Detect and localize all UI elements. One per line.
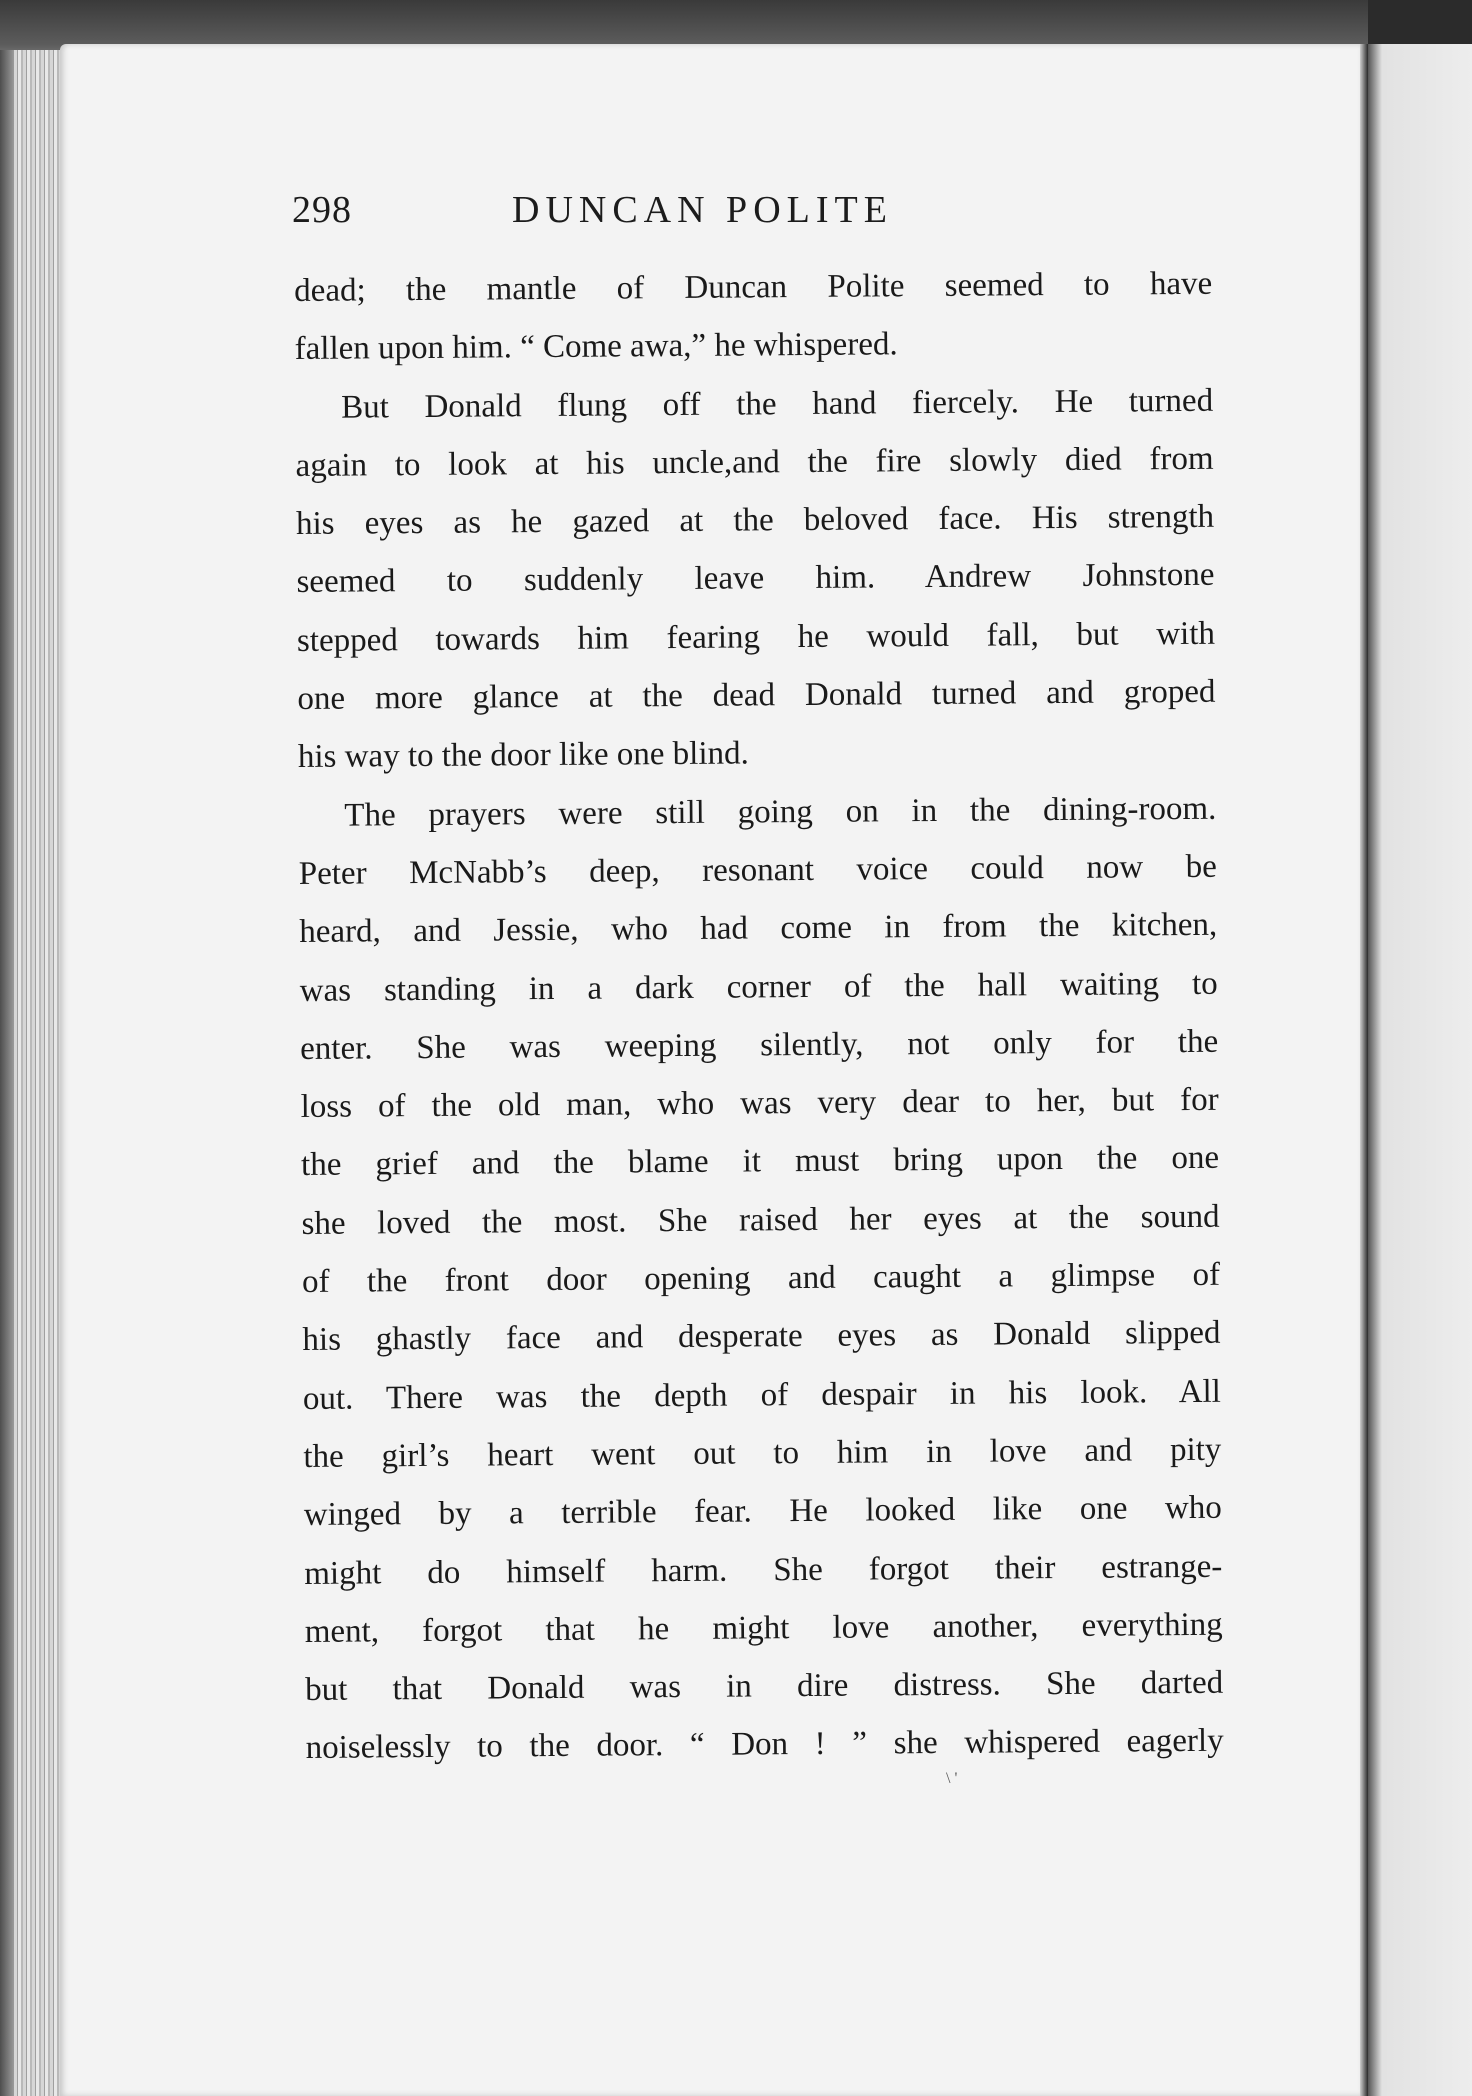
text-line: noiselessly to the door. “ Don ! ” she whispered eagerly bbox=[305, 1723, 1224, 1767]
text-line: one more glance at the dead Donald turned and groped bbox=[297, 673, 1216, 718]
text-line: heard, and Jessie, who had come in from the kitchen, bbox=[299, 907, 1218, 951]
paragraph-first-line: The prayers were still going on in the dining-room. bbox=[344, 790, 1217, 834]
text-line: seemed to suddenly leave him. Andrew Johnstone bbox=[296, 557, 1215, 601]
text-line: his way to the door like one blind. bbox=[297, 735, 749, 776]
facing-page-edge bbox=[1368, 44, 1472, 2096]
running-header bbox=[292, 188, 1212, 240]
text-line: stepped towards him fearing he would fall, but with bbox=[296, 615, 1216, 659]
facing-page-shadow bbox=[1368, 0, 1472, 44]
text-line: out. There was the depth of despair in his look. All bbox=[302, 1373, 1222, 1417]
text-line: of the front door opening and caught a glimpse of bbox=[301, 1256, 1221, 1301]
text-line: dead; the mantle of Duncan Polite seemed to have bbox=[294, 265, 1213, 309]
running-title: DUNCAN POLITE bbox=[512, 189, 893, 231]
text-line: his eyes as he gazed at the beloved face. His strength bbox=[295, 498, 1215, 543]
text-line: enter. She was weeping silently, not only for the bbox=[300, 1023, 1219, 1067]
text-line: the girl’s heart went out to him in love and pity bbox=[303, 1431, 1222, 1475]
text-line: his ghastly face and desperate eyes as Donald slipped bbox=[302, 1315, 1221, 1359]
text-line: loss of the old man, who was very dear to her, but for bbox=[300, 1081, 1219, 1126]
paragraph-first-line: But Donald flung off the hand fiercely. He turned bbox=[341, 382, 1214, 426]
text-line: she loved the most. She raised her eyes at the sound bbox=[301, 1198, 1220, 1242]
printer-mark: \ ' bbox=[946, 1770, 958, 1787]
text-line: Peter McNabb’s deep, resonant voice could now be bbox=[298, 848, 1217, 892]
text-line: fallen upon him. “ Come awa,” he whispered. bbox=[294, 326, 898, 368]
text-line: again to look at his uncle,and the fire slowly died from bbox=[295, 440, 1214, 484]
text-line: winged by a terrible fear. He looked like one who bbox=[303, 1489, 1222, 1534]
text-line: the grief and the blame it must bring upon the one bbox=[300, 1140, 1220, 1184]
page-number: 298 bbox=[292, 189, 352, 231]
text-line: ment, forgot that he might love another, everything bbox=[304, 1606, 1223, 1650]
text-line: might do himself harm. She forgot their estrange- bbox=[304, 1548, 1223, 1592]
text-line: was standing in a dark corner of the hall waiting to bbox=[299, 965, 1218, 1009]
binding-shadow bbox=[0, 50, 14, 2096]
page-gutter bbox=[1360, 44, 1368, 2096]
text-line: but that Donald was in dire distress. She darted bbox=[305, 1664, 1224, 1709]
body-text bbox=[294, 255, 1224, 1778]
